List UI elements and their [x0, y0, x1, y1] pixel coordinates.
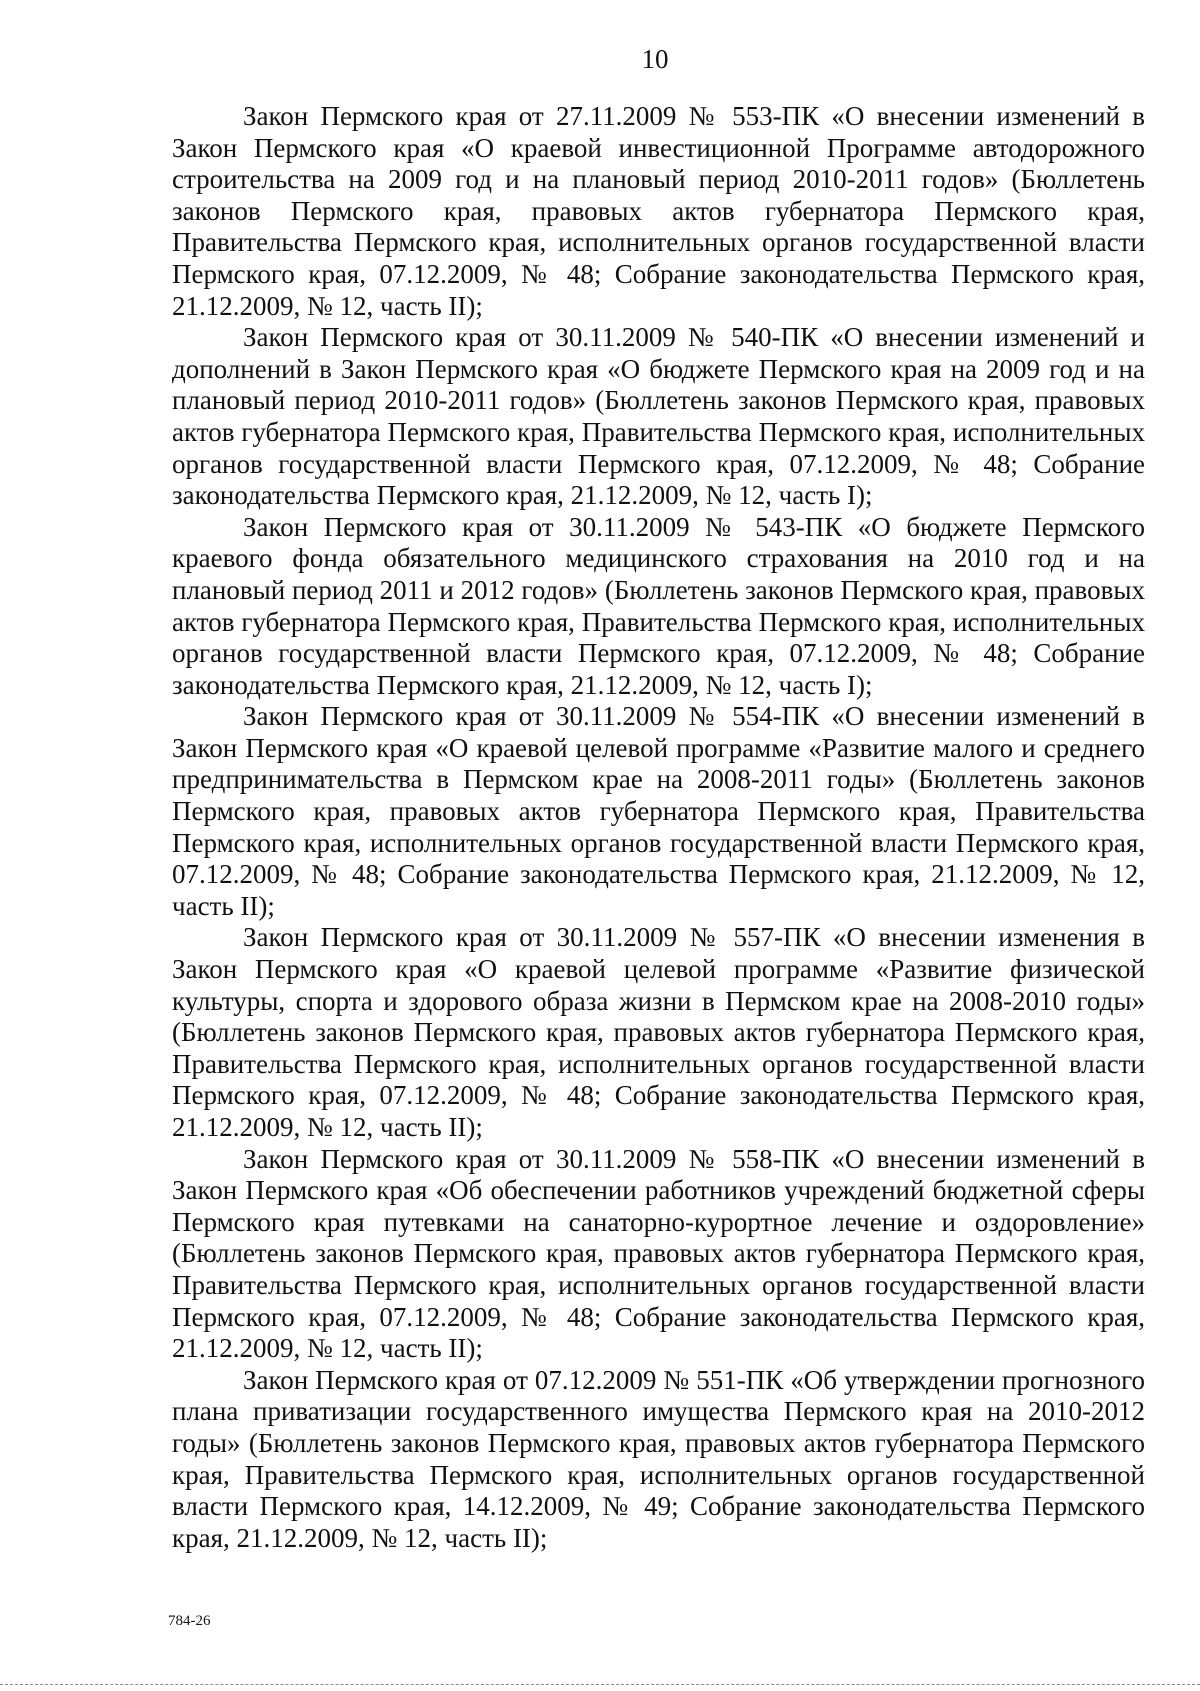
law-paragraph-7: Закон Пермского края от 07.12.2009 № 551-ПК «Об утверждении прогнозного плана приватизации государственного имущества Пермского края на 2010-2012 годы» (Бюллетень законов Пермского края, правовых актов губернатора Пермского края, Правительства Пермского края, исполнительных органов государственной власти Пермского края, 14.12.2009, № 49; Собрание законодательства Пермского края, 21.12.2009, № 12, часть II); [172, 1364, 1145, 1553]
document-code: 784-26 [168, 1613, 211, 1629]
law-paragraph-6: Закон Пермского края от 30.11.2009 № 558-ПК «О внесении изменений в Закон Пермского края «Об обеспечении работников учреждений бюджетной сферы Пермского края путевками на санаторно-курортное лечение и оздоровление» (Бюллетень законов Пермского края, правовых актов губернатора Пермского края, Правительства Пермского края, исполнительных органов государственной власти Пермского края, 07.12.2009, № 48; Собрание законодательства Пермского края, 21.12.2009, № 12, часть II); [172, 1143, 1145, 1364]
scan-edge-divider [0, 1684, 1200, 1685]
law-paragraph-3: Закон Пермского края от 30.11.2009 № 543-ПК «О бюджете Пермского краевого фонда обязательного медицинского страхования на 2010 год и на плановый период 2011 и 2012 годов» (Бюллетень законов Пермского края, правовых актов губернатора Пермского края, Правительства Пермского края, исполнительных органов государственной власти Пермского края, 07.12.2009, № 48; Собрание законодательства Пермского края, 21.12.2009, № 12, часть I); [172, 511, 1145, 700]
law-paragraph-5: Закон Пермского края от 30.11.2009 № 557-ПК «О внесении изменения в Закон Пермского края «О краевой целевой программе «Развитие физической культуры, спорта и здорового образа жизни в Пермском крае на 2008-2010 годы» (Бюллетень законов Пермского края, правовых актов губернатора Пермского края, Правительства Пермского края, исполнительных органов государственной власти Пермского края, 07.12.2009, № 48; Собрание законодательства Пермского края, 21.12.2009, № 12, часть II); [172, 922, 1145, 1142]
law-paragraph-2: Закон Пермского края от 30.11.2009 № 540-ПК «О внесении изменений и дополнений в Закон Пермского края «О бюджете Пермского края на 2009 год и на плановый период 2010-2011 годов» (Бюллетень законов Пермского края, правовых актов губернатора Пермского края, Правительства Пермского края, исполнительных органов государственной власти Пермского края, 07.12.2009, № 48; Собрание законодательства Пермского края, 21.12.2009, № 12, часть I); [172, 322, 1145, 511]
page-number: 10 [641, 44, 669, 74]
law-paragraph-1: Закон Пермского края от 27.11.2009 № 553-ПК «О внесении изменений в Закон Пермского края «О краевой инвестиционной Программе автодорожного строительства на 2009 год и на плановый период 2010-2011 годов» (Бюллетень законов Пермского края, правовых актов губернатора Пермского края, Правительства Пермского края, исполнительных органов государственной власти Пермского края, 07.12.2009, № 48; Собрание законодательства Пермского края, 21.12.2009, № 12, часть II); [172, 101, 1145, 321]
document-body [172, 101, 1145, 1554]
law-paragraph-4: Закон Пермского края от 30.11.2009 № 554-ПК «О внесении изменений в Закон Пермского края «О краевой целевой программе «Развитие малого и среднего предпринимательства в Пермском крае на 2008-2011 годы» (Бюллетень законов Пермского края, правовых актов губернатора Пермского края, Правительства Пермского края, исполнительных органов государственной власти Пермского края, 07.12.2009, № 48; Собрание законодательства Пермского края, 21.12.2009, № 12, часть II); [172, 701, 1145, 921]
